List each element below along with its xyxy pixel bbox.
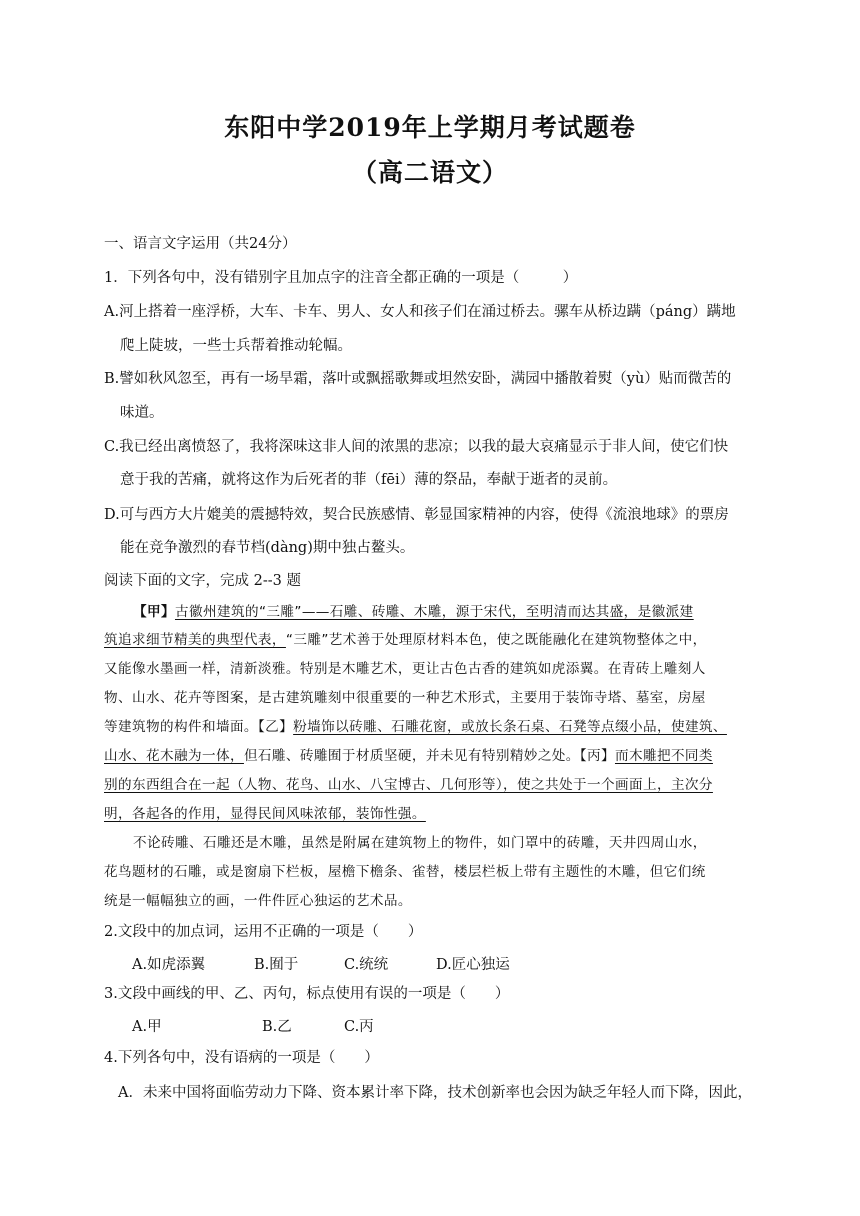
q1-option-a-line2: 爬上陡坡，一些士兵帮着推动轮幅。 [120,338,352,354]
q2-option-d: D.匠心独运 [436,957,510,973]
q1-stem: 1．下列各句中，没有错别字且加点字的注音全都正确的一项是（ ） [104,270,578,286]
passage-line [104,717,760,737]
passage-marker-jia: 【甲】 [133,604,175,620]
q1-option-a-line1: A.河上搭着一座浮桥，大车、卡车、男人、女人和孩子们在涌过桥去。骡车从桥边蹒（páng）蹒地 [104,304,736,320]
underlined-sentence-jia: 古徽州建筑的“三雕”——石雕、砖雕、木雕，源于宋代，至明清而达其盛，是徽派建 [174,604,694,620]
q3-option-a: A.甲 [132,1019,162,1035]
q1-option-d-line1: D.可与西方大片媲美的震撼特效，契合民族感情、彰显国家精神的内容，使得《流浪地球》的票房 [104,507,729,523]
q4-stem: 4.下列各句中，没有语病的一项是（ ） [104,1050,379,1066]
underlined-sentence-yi-cont: 山水、花木融为一体， [104,748,244,764]
q3-stem: 3.文段中画线的甲、乙、丙句，标点使用有误的一项是（ ） [104,986,510,1002]
q1-option-b-line2: 味道。 [120,405,164,421]
q2-option-c: C.统统 [344,957,389,973]
underlined-sentence-yi: 粉墙饰以砖雕、石雕花窗，或放长条石桌、石凳等点缀小品，使建筑、 [293,719,727,735]
passage-line: 花鸟题材的石雕，或是窗扇下栏板，屋檐下檐条、雀替，楼层栏板上带有主题性的木雕，但它们统 [104,864,706,880]
passage-line: 物、山水、花卉等图案，是古建筑雕刻中很重要的一种艺术形式，主要用于装饰寺塔、墓室，房屋 [104,690,706,706]
q2-option-b: B.囿于 [254,957,299,973]
passage-text: “三雕”艺术善于处理原材料本色，使之既能融化在建筑物整体之中， [285,632,707,648]
passage-line: 统是一幅幅独立的画，一件件匠心独运的艺术品。 [104,893,412,909]
underlined-sentence-jia-cont: 筑追求细节精美的典型代表， [104,632,286,648]
exam-title: 东阳中学2019年上学期月考试题卷 [224,113,636,142]
q4-option-a-line1: A．未来中国将面临劳动力下降、资本累计率下降，技术创新率也会因为缺乏年轻人而下降，因此， [118,1085,752,1101]
q3-option-b: B.乙 [262,1019,292,1035]
q2-option-a: A.如虎添翼 [132,957,206,973]
underlined-sentence-bing: 而木雕把不同类 [614,748,713,764]
q3-option-c: C.丙 [344,1019,374,1035]
passage-line [104,746,760,766]
exam-subtitle: （高二语文） [351,158,508,187]
passage-line: 又能像水墨画一样，清新淡雅。特别是木雕艺术，更让古色古香的建筑如虎添翼。在青砖上雕刻人 [104,661,706,677]
q2-stem: 2.文段中的加点词，运用不正确的一项是（ ） [104,924,423,940]
passage-text: 但石雕、砖雕囿于材质坚硬，并未见有特别精妙之处。【丙】 [243,748,615,764]
q1-option-b-line1: B.譬如秋风忽至，再有一场旱霜，落叶或飘摇歌舞或坦然安卧，满园中播散着熨（yù）贴而微苦的 [104,371,732,387]
passage-line [104,804,760,824]
q1-option-c-line1: C.我已经出离愤怒了，我将深味这非人间的浓黑的悲凉；以我的最大哀痛显示于非人间，使它们快 [104,439,729,455]
section-heading: 一、语言文字运用（共24分） [104,236,297,252]
underlined-sentence-bing-end: 明，各起各的作用，显得民间风味浓郁，装饰性强。 [104,806,426,822]
reading-instructions: 阅读下面的文字，完成 2--3 题 [104,573,301,589]
passage-line [104,775,760,795]
passage-line: 不论砖雕、石雕还是木雕，虽然是附属在建筑物上的物件，如门罩中的砖雕，天井四周山水， [133,835,707,851]
underlined-sentence-bing-cont: 别的东西组合在一起（人物、花鸟、山水、八宝博古、几何形等），使之共处于一个画面上，主次分 [104,777,713,793]
q1-option-c-line2: 意于我的苦痛，就将这作为后死者的菲（fēi）薄的祭品，奉献于逝者的灵前。 [120,472,618,488]
passage-line [133,602,760,622]
passage-line [104,630,760,650]
passage-text: 等建筑物的构件和墙面。【乙】 [104,719,294,735]
q1-option-d-line2: 能在竞争激烈的春节档(dàng)期中独占鳌头。 [120,540,415,556]
